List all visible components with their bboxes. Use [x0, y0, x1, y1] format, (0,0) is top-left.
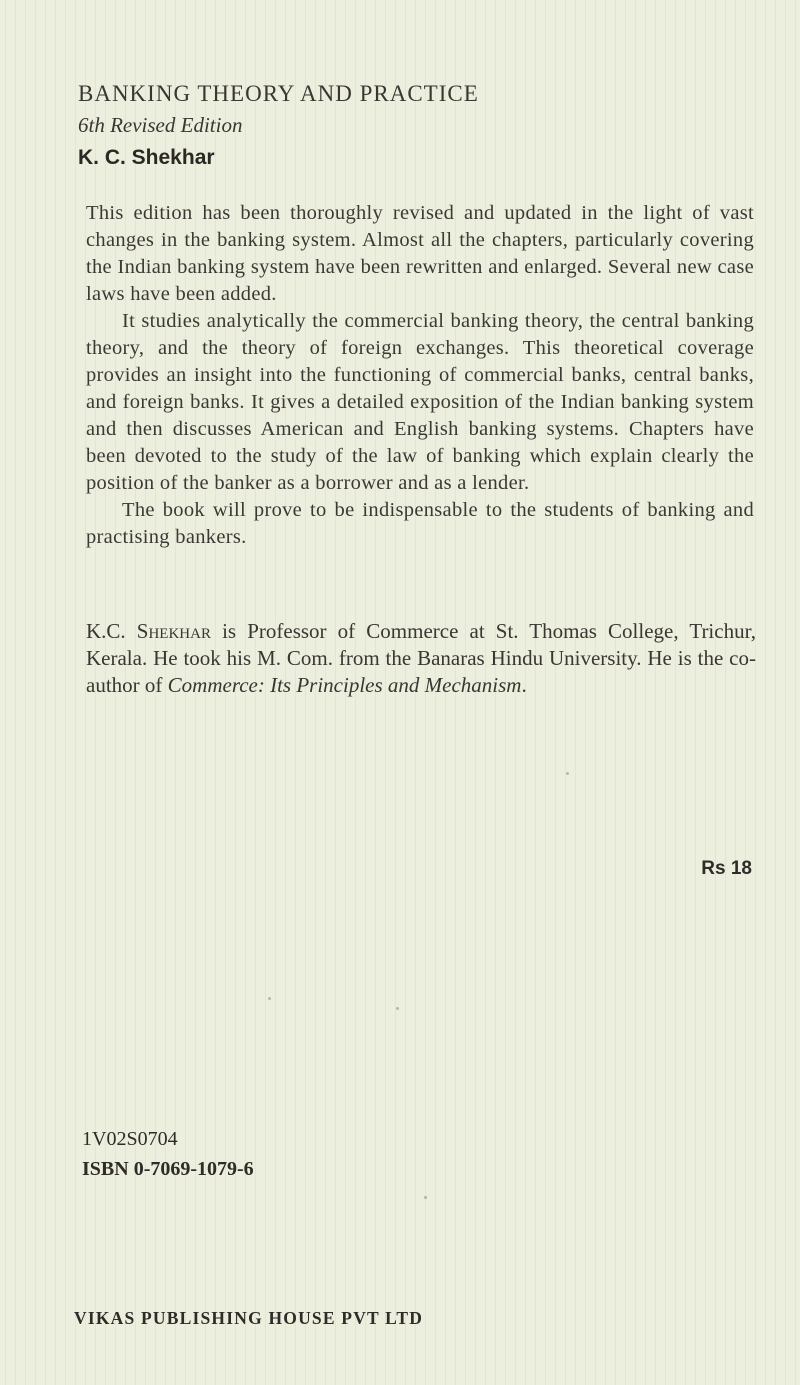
- book-codes: [82, 1124, 254, 1184]
- description-paragraph-2: It studies analytically the commercial banking theory, the central banking theory, and the theory of foreign exchanges. This theoretical coverage provides an insight into the functioning of commercial banks, central banks, and foreign banks. It gives a detailed exposition of the Indian banking system and then discusses American and English banking systems. Chapters have been devoted to the study of the law of banking which explain clearly the position of the banker as a borrower and as a lender.: [86, 310, 754, 494]
- author-bio-name: Shekhar: [136, 619, 211, 643]
- author-bio-text: is Professor of Commerce at St. Thomas College, Trichur, Kerala. He took his M. Com. from the Banaras Hindu University. He is the co-author of: [86, 619, 756, 697]
- book-description: [86, 200, 754, 551]
- author-bio-initials: K.C.: [86, 619, 137, 643]
- paper-speck: [424, 1196, 427, 1199]
- price-label: Rs 18: [701, 858, 752, 879]
- description-paragraph-1: This edition has been thoroughly revised and updated in the light of vast changes in the banking system. Almost all the chapters, particularly covering the Indian banking system have been rewritten and enlarged. Several new case laws have been added.: [86, 202, 754, 305]
- book-edition: 6th Revised Edition: [78, 113, 243, 137]
- coauthored-book-title: Commerce: Its Principles and Mechanism: [167, 673, 522, 697]
- book-title: BANKING THEORY AND PRACTICE: [78, 81, 479, 106]
- paper-speck: [566, 772, 569, 775]
- isbn-number: ISBN 0-7069-1079-6: [82, 1158, 254, 1180]
- author-bio-end: .: [521, 673, 527, 697]
- paper-speck: [268, 997, 271, 1000]
- book-header: [78, 78, 718, 174]
- author-bio: [86, 618, 756, 699]
- paper-speck: [396, 1007, 399, 1010]
- catalog-code: 1V02S0704: [82, 1128, 178, 1150]
- publisher-name: VIKAS PUBLISHING HOUSE PVT LTD: [74, 1308, 424, 1328]
- book-author: K. C. Shekhar: [78, 146, 215, 169]
- description-paragraph-3: The book will prove to be indispensable to the students of banking and practising bankers.: [86, 499, 754, 548]
